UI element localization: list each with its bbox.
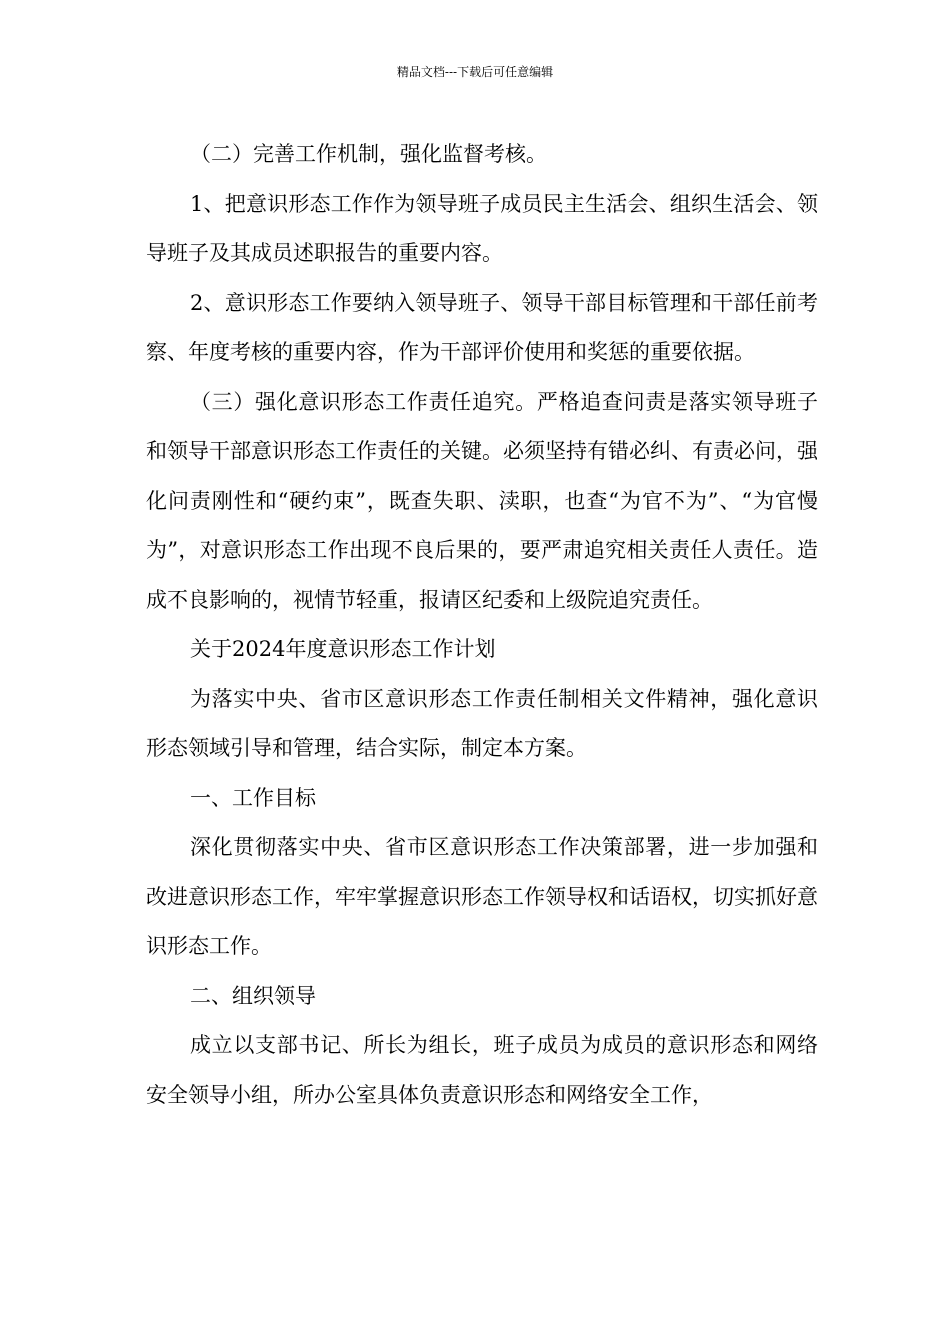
paragraph: 成立以支部书记、所长为组长，班子成员为成员的意识形态和网络安全领导小组，所办公室具体负责意识形态和网络安全工作，	[146, 1033, 818, 1107]
paragraph: （三）强化意识形态工作责任追究。严格追查问责是落实领导班子和领导干部意识形态工作责任的关键。必须坚持有错必纠、有责必问，强化问责刚性和“硬约束”，既查失职、渎职，也查“为官不为”、“为官慢为”，对意识形态工作出现不良后果的，要严肃追究相关责任人责任。造成不良影响的，视情节轻重，报请区纪委和上级院追究责任。	[146, 389, 818, 612]
document-title: 关于2024年度意识形态工作计划	[190, 637, 496, 661]
paragraph: 为落实中央、省市区意识形态工作责任制相关文件精神，强化意识形态领域引导和管理，结合实际，制定本方案。	[146, 686, 818, 760]
section-heading: 一、工作目标	[190, 785, 316, 810]
paragraph: 1、把意识形态工作作为领导班子成员民主生活会、组织生活会、领导班子及其成员述职报告的重要内容。	[146, 191, 818, 265]
paragraph: 2、意识形态工作要纳入领导班子、领导干部目标管理和干部任前考察、年度考核的重要内容，作为干部评价使用和奖惩的重要依据。	[146, 290, 818, 364]
paragraph: 深化贯彻落实中央、省市区意识形态工作决策部署，进一步加强和改进意识形态工作，牢牢掌握意识形态工作领导权和话语权，切实抓好意识形态工作。	[146, 835, 818, 958]
section-heading: 二、组织领导	[190, 983, 316, 1008]
page-header: 精品文档---下载后可任意编辑	[396, 65, 554, 79]
section-heading-2: （二）完善工作机制，强化监督考核。	[190, 142, 547, 166]
document-body	[146, 130, 818, 1120]
